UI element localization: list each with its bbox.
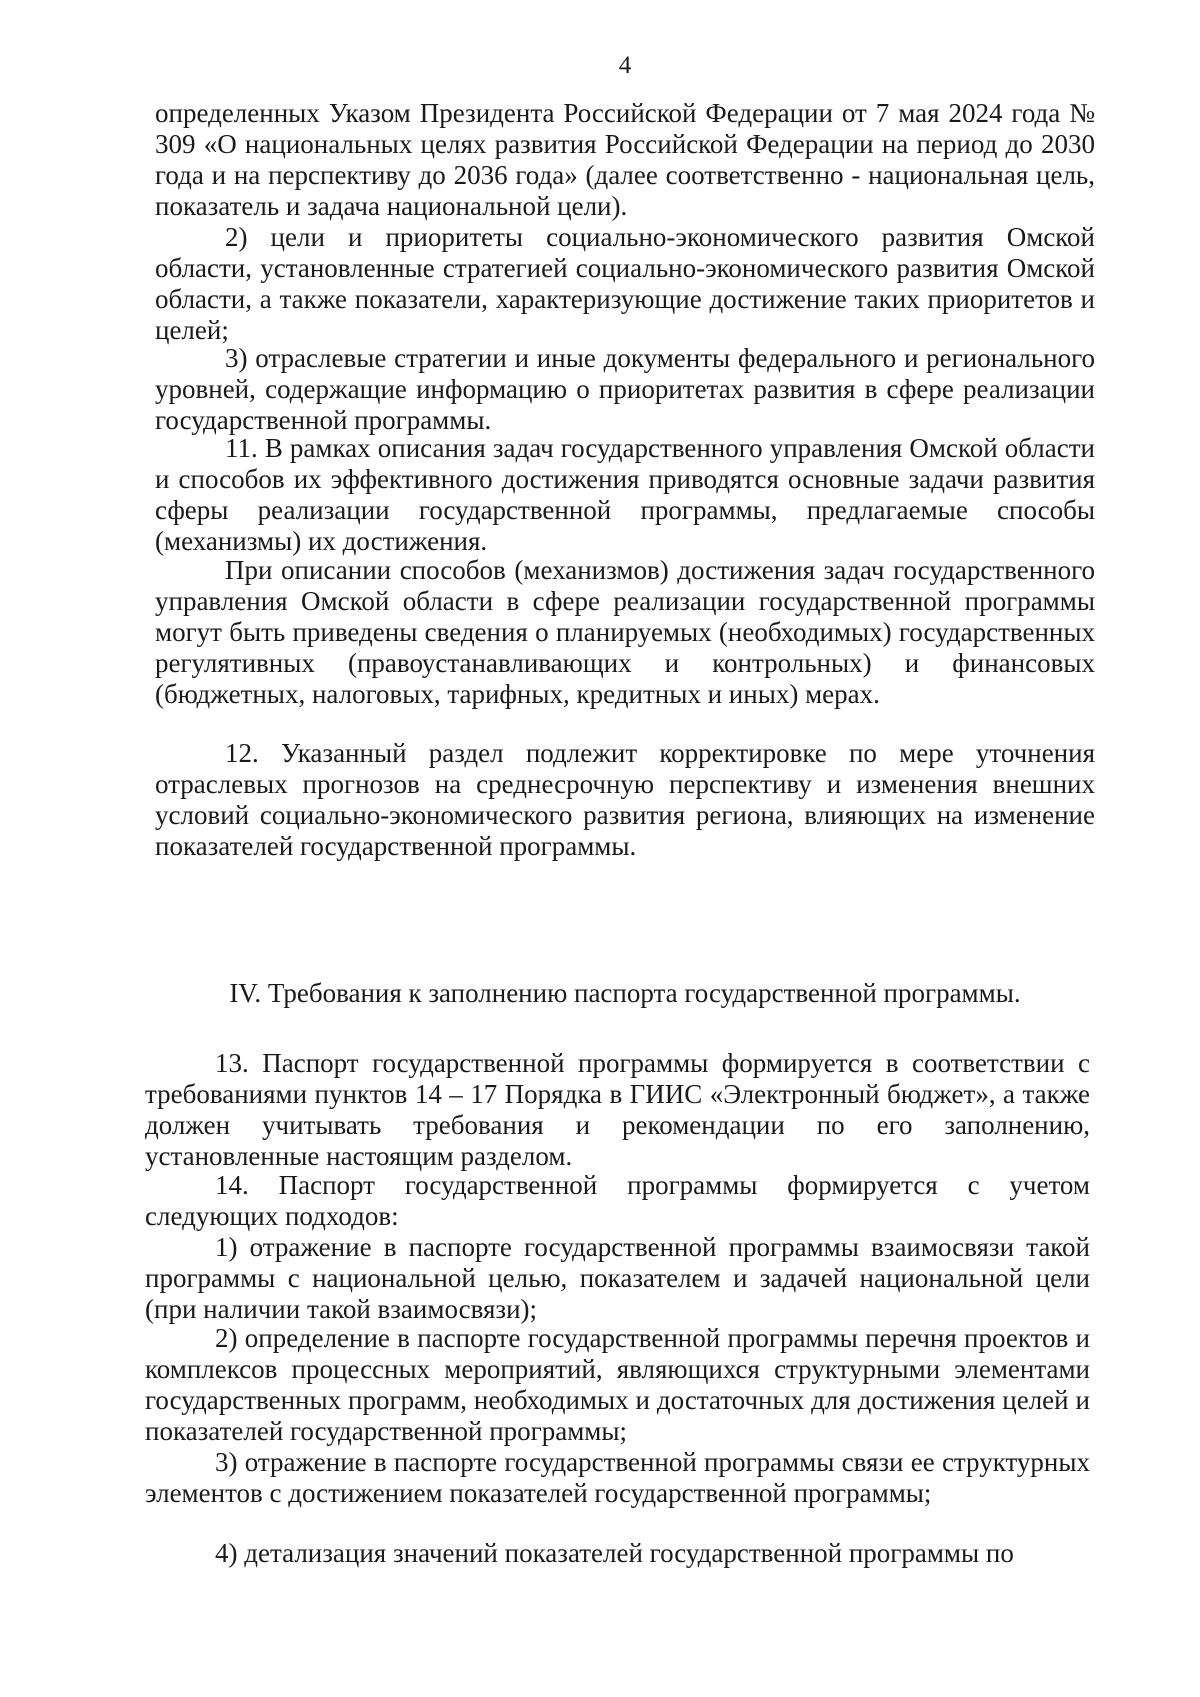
paragraph-12: 12. Указанный раздел подлежит корректировке по мере уточнения отраслевых прогнозов на среднесрочную перспективу и изменения внешних условий социально-экономического развития региона, влияющих на изменение показателей государственной программы. (155, 738, 1095, 861)
paragraph-11: 11. В рамках описания задач государственного управления Омской области и способов их эффективного достижения приводятся основные задачи развития сферы реализации государственной программы, предлагаемые способы (механизмы) их достижения. (155, 433, 1095, 556)
paragraph-methods: При описании способов (механизмов) достижения задач государственного управления Омской области в сфере реализации государственной программы могут быть приведены сведения о планируемых (необходимых) государственных регулятивных (правоустанавливающих и контрольных) и финансовых (бюджетных, налоговых, тарифных, кредитных и иных) мерах. (155, 555, 1095, 709)
page-number: 4 (618, 52, 632, 79)
paragraph-14-item-2: 2) определение в паспорте государственной программы перечня проектов и комплексов процессных мероприятий, являющихся структурными элементами государственных программ, необходимых и достаточных для достижения целей и показателей государственной программы; (145, 1323, 1090, 1446)
paragraph-14-item-3: 3) отражение в паспорте государственной программы связи ее структурных элементов с достижением показателей государственной программы; (145, 1447, 1090, 1508)
paragraph-item-2: 2) цели и приоритеты социально-экономического развития Омской области, установленные стратегией социально-экономического развития Омской области, а также показатели, характеризующие достижение таких приоритетов и целей; (155, 222, 1095, 345)
paragraph-item-3: 3) отраслевые стратегии и иные документы федерального и регионального уровней, содержащие информацию о приоритетах развития в сфере реализации государственной программы. (155, 343, 1095, 435)
paragraph-13: 13. Паспорт государственной программы формируется в соответствии с требованиями пунктов 14 – 17 Порядка в ГИИС «Электронный бюджет», а также должен учитывать требования и рекомендации по его заполнению, установленные настоящим разделом. (145, 1048, 1090, 1171)
paragraph-14-item-1: 1) отражение в паспорте государственной программы взаимосвязи такой программы с национальной целью, показателем и задачей национальной цели (при наличии такой взаимосвязи); (145, 1232, 1090, 1324)
section-heading: IV. Требования к заполнению паспорта государственной программы. (229, 978, 1021, 1008)
paragraph-intro-continuation: определенных Указом Президента Российской Федерации от 7 мая 2024 года № 309 «О национальных целях развития Российской Федерации на период до 2030 года и на перспективу до 2036 года» (далее соответственно - национальная цель, показатель и задача национальной цели). (155, 98, 1095, 221)
paragraph-14-item-4: 4) детализация значений показателей государственной программы по (215, 1538, 1014, 1568)
paragraph-14: 14. Паспорт государственной программы формируется с учетом следующих подходов: (145, 1170, 1090, 1231)
